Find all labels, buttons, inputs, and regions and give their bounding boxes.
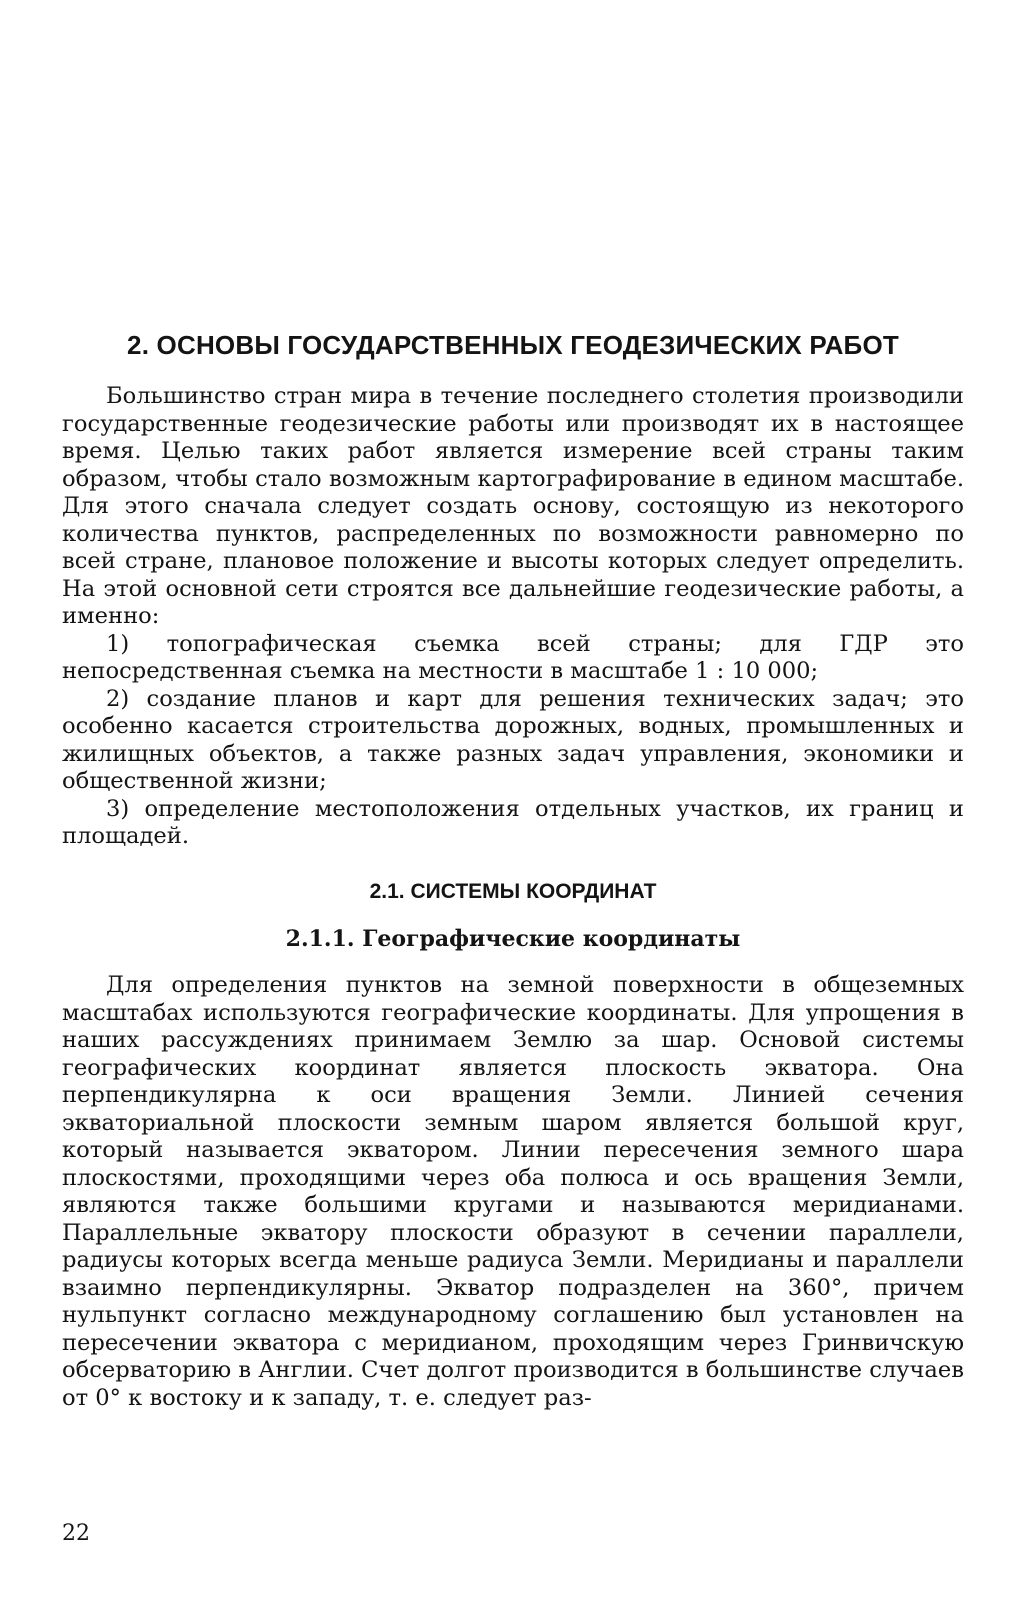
list-item-2: 2) создание планов и карт для решения технических задач; это особенно касается строительства дорожных, водных, промышленных и жилищных объектов, а также разных задач управления, экономики и общественной жизни; [62,685,964,794]
subsection-body [62,972,964,1412]
chapter-title: 2. ОСНОВЫ ГОСУДАРСТВЕННЫХ ГЕОДЕЗИЧЕСКИХ РАБОТ [127,330,899,360]
book-page [62,0,964,1601]
list-item-1: 1) топографическая съемка всей страны; для ГДР это непосредственная съемка на местности в масштабе 1 : 10 000; [62,630,964,684]
list-item-3: 3) определение местоположения отдельных участков, их границ и площадей. [62,795,964,849]
chapter-intro-paragraph: Большинство стран мира в течение последнего столетия производили государственные геодезические работы или производят их в настоящее время. Целью таких работ является измерение всей страны таким образом, чтобы стало возможным картографирование в едином масштабе. Для этого сначала следует создать основу, состоящую из некоторого количества пунктов, распределенных по возможности равномерно по всей стране, плановое положение и высоты которых следует определить. На этой основной сети строятся все дальнейшие геодезические работы, а именно: [62,383,964,629]
subsection-title: 2.1.1. Географические координаты [285,926,741,952]
subsection-paragraph: Для определения пунктов на земной поверхности в общеземных масштабах используются географические координаты. Для упрощения в наших рассуждениях принимаем Землю за шар. Основой системы географических координат является плоскость экватора. Она перпендикулярна к оси вращения Земли. Линией сечения экваториальной плоскости земным шаром является большой круг, который называется экватором. Линии пересечения земного шара плоскостями, проходящими через оба полюса и ось вращения Земли, являются также большими кругами и называются меридианами. Параллельные экватору плоскости образуют в сечении параллели, радиусы которых всегда меньше радиуса Земли. Меридианы и параллели взаимно перпендикулярны. Экватор подразделен на 360°, причем нульпункт согласно международному соглашению был установлен на пересечении экватора с меридианом, проходящим через Гринвичскую обсерваторию в Англии. Счет долгот производится в большинстве случаев от 0° к востоку и к западу, т. е. следует раз- [62,972,964,1411]
page-number: 22 [62,1521,90,1546]
section-title: 2.1. СИСТЕМЫ КООРДИНАТ [369,880,657,903]
chapter-body [62,383,964,851]
